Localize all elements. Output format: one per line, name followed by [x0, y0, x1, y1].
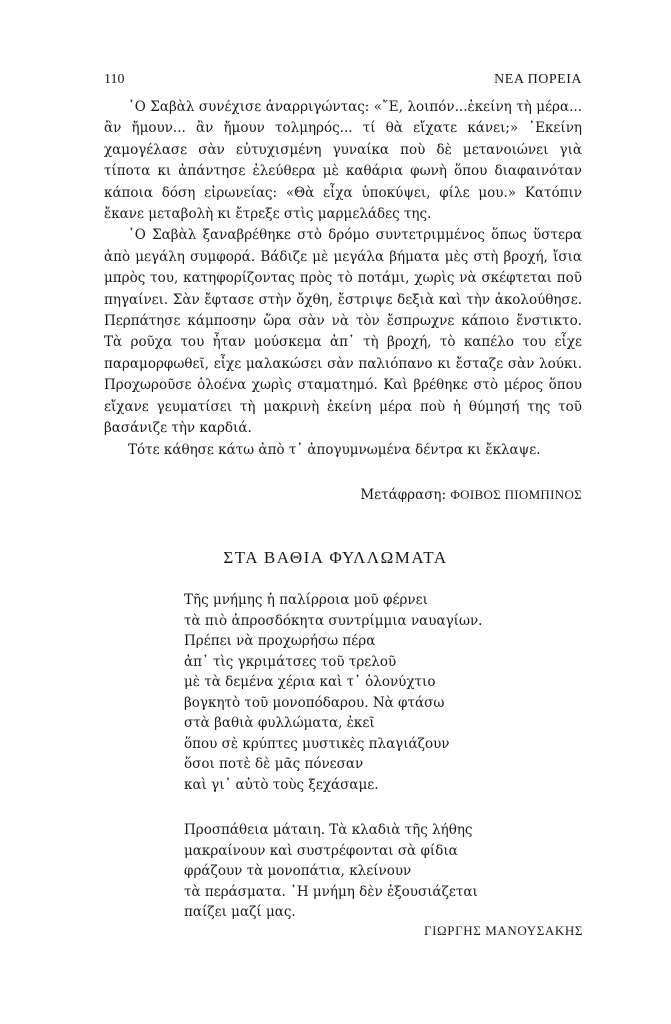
- poem-line: ὅπου σὲ κρύπτες μυστικὲς πλαγιάζουν: [184, 735, 450, 752]
- poem-line: τὰ περάσματα. ῾Η μνήμη δὲν ἐξουσιάζεται: [184, 883, 478, 900]
- page-header: [104, 72, 582, 92]
- paragraph: ῾Ο Σαβὰλ ξαναβρέθηκε στὸ δρόμο συντετριμμένος ὅπως ὕστερα ἀπὸ μεγάλη συμφορά. Βάδιζε μὲ μεγάλα βήματα μὲς στὴ βροχή, ἴσια μπρὸς του, κατηφορίζοντας πρὸς τὸ ποτάμι, χωρὶς νὰ σκέφτεται ποῦ πηγαίνει. Σὰν ἔφτασε στὴν ὄχθη, ἔστριψε δεξιὰ καὶ τὴν ἀκολούθησε. Περπάτησε κάμποσην ὥρα σὰν νὰ τὸν ἔσπρωχνε κάποιο ἔνστικτο. Τὰ ροῦχα του ἦταν μούσκεμα ἀπ᾿ τὴ βροχή, τὸ καπέλο του εἶχε παραμορφωθεῖ, εἶχε μαλακώσει σὰν παλιόπανο κι ἔσταζε σὰν λούκι. Προχωροῦσε ὁλοένα χωρὶς σταματημό. Καὶ βρέθηκε στὸ μέρος ὅπου εἴχανε γευματίσει τὴ μακρινὴ ἐκείνη μέρα ποὺ ἡ θύμησή της τοῦ βασάνιζε τὴν καρδιά.: [104, 227, 582, 437]
- poem-line: ὅσοι ποτὲ δὲ μᾶς πόνεσαν: [184, 756, 364, 772]
- poem-stanza-1: [184, 590, 482, 795]
- paragraph: Τότε κάθησε κάτω ἀπὸ τ᾿ ἀπογυμνωμένα δέντρα κι ἔκλαψε.: [128, 441, 541, 458]
- paragraph: ῾Ο Σαβὰλ συνέχισε ἀναρριγώντας: «῎Ε, λοιπόν...ἐκείνη τὴ μέρα... ἂν ἤμουν... ἂν ἤμουν τολμηρός... τί θὰ εἴχατε κάνει;» ᾿Εκείνη χαμογέλασε σὰν εὐτυχισμένη γυναίκα ποὺ δὲ μετανοιώνει γιὰ τίποτα κι ἀπάντησε ἐλεύθερα μὲ καθάρια φωνὴ ὅπου διαφαινόταν κάποια δόση εἰρωνείας: «Θὰ εἶχα ὑποκύψει, φίλε μου.» Κατόπιν ἔκανε μεταβολὴ κι ἔτρεξε στὶς μαρμελάδες της.: [104, 99, 582, 223]
- running-head: ΝΕΑ ΠΟΡΕΙΑ: [494, 72, 582, 87]
- poem-line: μὲ τὰ δεμένα χέρια καὶ τ᾿ ὀλονύχτιο: [184, 674, 436, 690]
- poem-line: ἀπ᾿ τὶς γκριμάτσες τοῦ τρελοῦ: [184, 653, 397, 670]
- poem-title: ΣΤΑ ΒΑΘΙΑ ΦΥΛΛΩΜΑΤΑ: [223, 548, 448, 567]
- story-text: [104, 97, 582, 461]
- poem-line: τὰ πιὸ ἀπροσδόκητα συντρίμμια ναυαγίων.: [184, 612, 483, 629]
- translation-credit: [360, 487, 582, 503]
- poem-line: φράζουν τὰ μονοπάτια, κλείνουν: [184, 863, 412, 879]
- poem-line: παίζει μαζί μας.: [184, 904, 296, 920]
- poem-line: στὰ βαθιὰ φυλλώματα, ἐκεῖ: [184, 715, 375, 731]
- poem-line: Πρέπει νὰ προχωρήσω πέρα: [184, 633, 376, 649]
- translation-label: Μετάφραση:: [360, 487, 447, 503]
- poem-line: μακραίνουν καὶ συστρέφονται σὰ φίδια: [184, 842, 458, 859]
- translator-name: ΦΟΙΒΟΣ ΠΙΟΜΠΙΝΟΣ: [450, 487, 582, 502]
- poem-line: Προσπάθεια μάταιη. Τὰ κλαδιὰ τῆς λήθης: [184, 822, 473, 838]
- poem-stanza-2: [184, 820, 478, 923]
- page-number: 110: [104, 72, 125, 87]
- poem-line: βογκητὸ τοῦ μονοπόδαρου. Νὰ φτάσω: [184, 694, 445, 711]
- poem-author: ΓΙΩΡΓΗΣ ΜΑΝΟΥΣΑΚΗΣ: [423, 923, 583, 938]
- poem-line: Τῆς μνήμης ἡ παλίρροια μοῦ φέρνει: [184, 592, 428, 608]
- poem-line: καὶ γι᾿ αὐτὸ τοὺς ξεχάσαμε.: [184, 776, 379, 793]
